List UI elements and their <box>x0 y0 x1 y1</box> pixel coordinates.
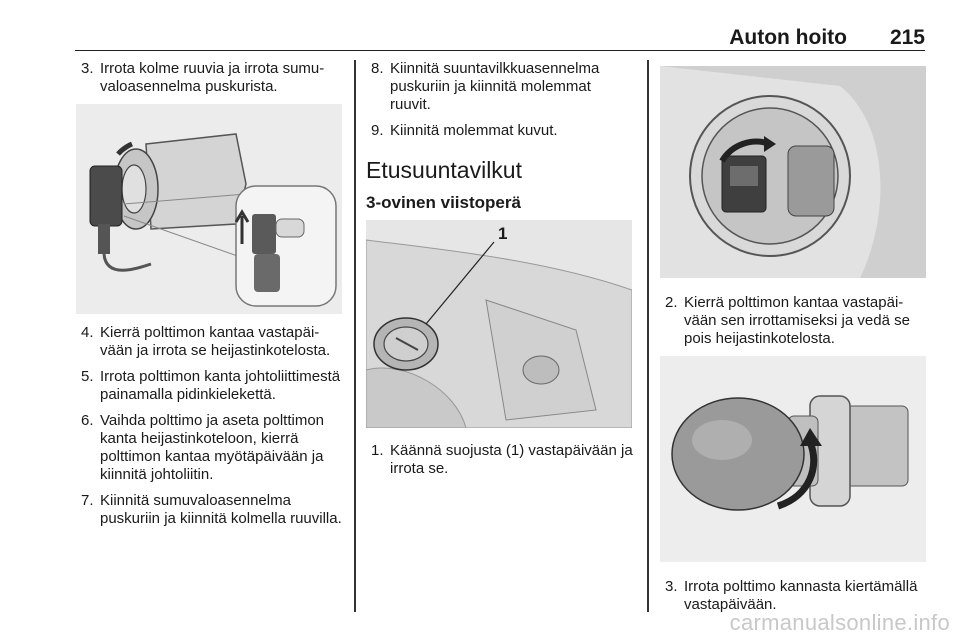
steps-list-1b <box>76 324 342 528</box>
figure-callout-1: 1 <box>498 224 508 243</box>
bulb-socket-figure <box>660 66 926 278</box>
steps-list-3b <box>660 578 930 614</box>
fog-lamp-figure <box>76 104 342 314</box>
list-item <box>76 324 342 360</box>
step-number: 7. <box>81 492 94 509</box>
step-number: 3. <box>665 578 678 595</box>
list-item <box>76 368 342 404</box>
step-number: 6. <box>81 412 94 429</box>
fog-lamp-illustration <box>76 104 342 314</box>
step-text: Irrota polttimon kanta johtoliittimestä painamalla pidinkielekettä. <box>100 368 341 403</box>
step-number: 9. <box>371 122 384 139</box>
step-text: Käännä suojusta (1) vastapäivään ja irrota se. <box>390 442 633 477</box>
step-text: Kierrä polttimon kantaa vastapäivään sen irrottamiseksi ja vedä se pois heijastinkotelosta. <box>684 294 910 347</box>
bulb-removal-illustration <box>660 356 926 562</box>
section-title: Etusuuntavilkut <box>366 157 522 183</box>
step-text: Vaihda polttimo ja aseta polttimon kanta heijastinkoteloon, kierrä polttimon kantaa myötäpäivään ja kiinnitä johtoliitin. <box>100 412 325 483</box>
list-item <box>366 122 634 140</box>
steps-list-2b <box>366 442 634 478</box>
step-text: Irrota polttimo kannasta kiertämällä vastapäivään. <box>684 578 918 613</box>
step-text: Kierrä polttimon kantaa vastapäivään ja irrota se heijastinkotelosta. <box>100 324 331 359</box>
step-text: Kiinnitä suuntavilkkuasennelma puskuriin ja kiinnitä molemmat ruuvit. <box>390 60 600 113</box>
page-number: 215 <box>889 26 925 49</box>
list-item <box>366 442 634 478</box>
column-divider-1 <box>354 60 356 612</box>
steps-list-3a <box>660 294 930 348</box>
headlamp-illustration <box>366 220 632 428</box>
column-1 <box>76 60 342 536</box>
watermark: carmanualsonline.info <box>729 610 950 635</box>
list-item <box>366 60 634 114</box>
step-number: 4. <box>81 324 94 341</box>
headlamp-figure <box>366 220 632 428</box>
bulb-socket-illustration <box>660 66 926 278</box>
bulb-removal-figure <box>660 356 926 562</box>
step-number: 5. <box>81 368 94 385</box>
list-item <box>660 578 930 614</box>
step-number: 2. <box>665 294 678 311</box>
subsection-title: 3-ovinen viistoperä <box>366 193 521 212</box>
chapter-title: Auton hoito <box>729 26 847 49</box>
list-item <box>76 492 342 528</box>
column-divider-2 <box>647 60 649 612</box>
step-text: Irrota kolme ruuvia ja irrota sumuvaloasennelma puskurista. <box>100 60 325 95</box>
list-item <box>660 294 930 348</box>
steps-list-2a <box>366 60 634 140</box>
list-item <box>76 60 342 96</box>
step-number: 1. <box>371 442 384 459</box>
step-text: Kiinnitä molemmat kuvut. <box>390 122 558 139</box>
list-item <box>76 412 342 484</box>
column-3 <box>660 60 930 622</box>
steps-list-1a <box>76 60 342 96</box>
column-2 <box>366 60 634 486</box>
step-text: Kiinnitä sumuvaloasennelma puskuriin ja kiinnitä kolmella ruuvilla. <box>100 492 342 527</box>
page-header <box>75 22 925 51</box>
step-number: 8. <box>371 60 384 77</box>
step-number: 3. <box>81 60 94 77</box>
